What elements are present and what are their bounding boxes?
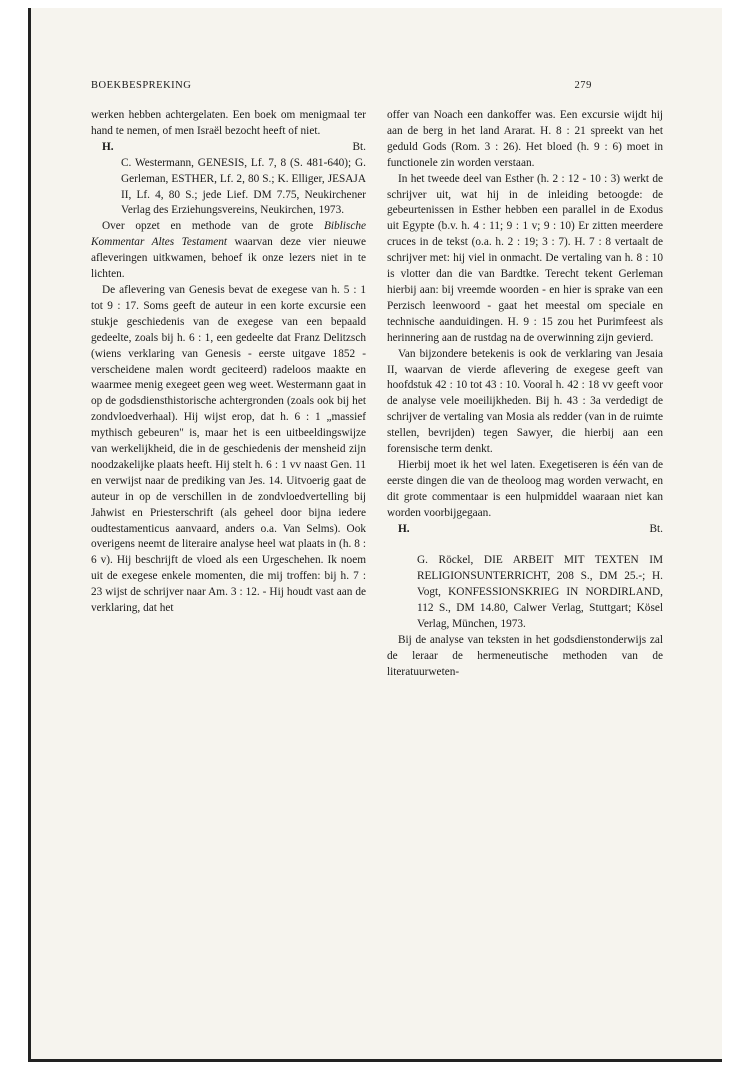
book-page (28, 8, 722, 1062)
paragraph: De aflevering van Genesis bevat de exegese van h. 5 : 1 tot 9 : 17. Soms geeft de auteur in een korte excursie een stukje geschiedenis van de exegese van een bepaald gedeelte, zoals bij h. 6 : 1, een gedeelte dat Franz Delitzsch (wiens verklaring van Genesis - eerste uitgave 1852 - verscheidene malen wordt geciteerd) radeloos maakte en waarmee menig exegeet geen weg weet. Westermann gaat in op de godsdiensthistorische achtergronden (zoals ook bij het zondvloedverhaal). Hij wijst erop, dat h. 6 : 1 „massief mythisch gebeuren" is, maar het is een uitbeeldingswijze van werkelijkheid, die in de geschiedenis der mensheid zijn noodzakelijke plaats heeft. Hij stelt h. 6 : 1 vv naast Gen. 11 en verwijst naar de prediking van Jes. 14. Uitvoerig gaat de auteur in op de verschillen in de zondvloedvertelling bij Jahwist en Priesterschrift (als geheel door bijna iedere oudtestamenticus aanvaard, anders o.a. Van Selms). Ook overigens neemt de literaire analyse heel wat plaats in (h. 8 : 6 v). Hij beschrijft de vloed als een Urgeschehen. Ik noem uit de exegese enkele momenten, die mij troffen: bij h. 7 : 23 wijst de schrijver naar Am. 3 : 12. - Hij houdt vast aan de verklaring, dat het (91, 283, 366, 615)
paragraph: offer van Noach een dankoffer was. Een excursie wijdt hij aan de berg in het land Ararat. H. 8 : 21 spreekt van het geduld Gods (Rom. 3 : 26). Het bloed (h. 9 : 6) moet in functionele zin worden verstaan. (387, 109, 663, 169)
book-reference: C. Westermann, GENESIS, Lf. 7, 8 (S. 481-640); G. Gerleman, ESTHER, Lf. 2, 80 S.; K. Elliger, JESAJA II, Lf. 4, 80 S.; jede Lief. DM 7.75, Neukirchener Verlag des Erziehungsvereins, Neukirchen, 1973. (121, 156, 366, 217)
page-header (91, 80, 592, 91)
paragraph: Bij de analyse van teksten in het godsdienstonderwijs zal de leraar de hermeneutische methoden van de literatuurweten- (387, 634, 663, 678)
book-reference: G. Röckel, DIE ARBEIT MIT TEXTEN IM RELIGIONSUNTERRICHT, 208 S., DM 25.-; H. Vogt, KONFESSIONSKRIEG IN NORDIRLAND, 112 S., DM 14.80, Calwer Verlag, Stuttgart; Kösel Verlag, München, 1973. (417, 554, 663, 631)
signature-initials: Bt. (352, 140, 366, 153)
signature-name: H. (102, 140, 114, 153)
paragraph: Over opzet en methode van de grote Biblische Kommentar Altes Testament waarvan deze vier nieuwe afleveringen uitkwamen, behoef ik onze lezers niet in te lichten. (91, 220, 366, 281)
review-signature (387, 522, 663, 538)
running-title: BOEKBESPREKING (91, 80, 192, 91)
page-number: 279 (574, 80, 592, 91)
review-signature (91, 140, 366, 156)
paragraph: Hierbij moet ik het wel laten. Exegetiseren is één van de eerste dingen die van de theoloog mag worden verwacht, en dit grote commentaar is een hulpmiddel waaraan niet kan worden voorbijgegaan. (387, 458, 663, 519)
paragraph: In het tweede deel van Esther (h. 2 : 12 - 10 : 3) werkt de schrijver uit, wat hij in de inleiding betoogde: de gebeurtenissen in Esther hebben een parallel in de Exodus uit Egypte (b.v. h. 4 : 11; 9 : 1 v; 9 : 10) Er zitten meerdere cruces in de tekst (o.a. h. 2 : 19; 3 : 7). H. 7 : 8 vertaalt de schrijver met: hij viel in onmacht. De vertaling van h. 8 : 10 is vlotter dan die van Bardtke. Terecht tekent Gerleman hierbij aan: bij vreemde woorden - en hier is sprake van een Perzisch leenwoord - gaat het meestal om speciale en technische aanduidingen. H. 9 : 15 zou het Purimfeest als herinnering aan de rustdag na de overwinning zijn gevierd. (387, 172, 663, 344)
series-title: Biblische Kommentar Altes Testament (91, 220, 366, 249)
signature-name: H. (398, 522, 410, 535)
signature-initials: Bt. (649, 522, 663, 535)
paragraph: Van bijzondere betekenis is ook de verklaring van Jesaia II, waarvan de vierde aflevering de exegese geeft van hoofdstuk 42 : 10 tot 43 : 10. Vooral h. 42 : 18 vv geeft voor de analyse vele moeilijkheden. Bij h. 43 : 3a verdedigt de schrijver de vertaling van Mosia als redder (van in de ruimte stellen, bevrijden) tegen Sawyer, die hierbij aan een forensische term denkt. (387, 347, 663, 456)
paragraph: werken hebben achtergelaten. Een boek om menigmaal ter hand te nemen, of men Israël bezocht heeft of niet. (91, 109, 366, 137)
left-column (91, 108, 366, 617)
right-column (387, 108, 663, 681)
